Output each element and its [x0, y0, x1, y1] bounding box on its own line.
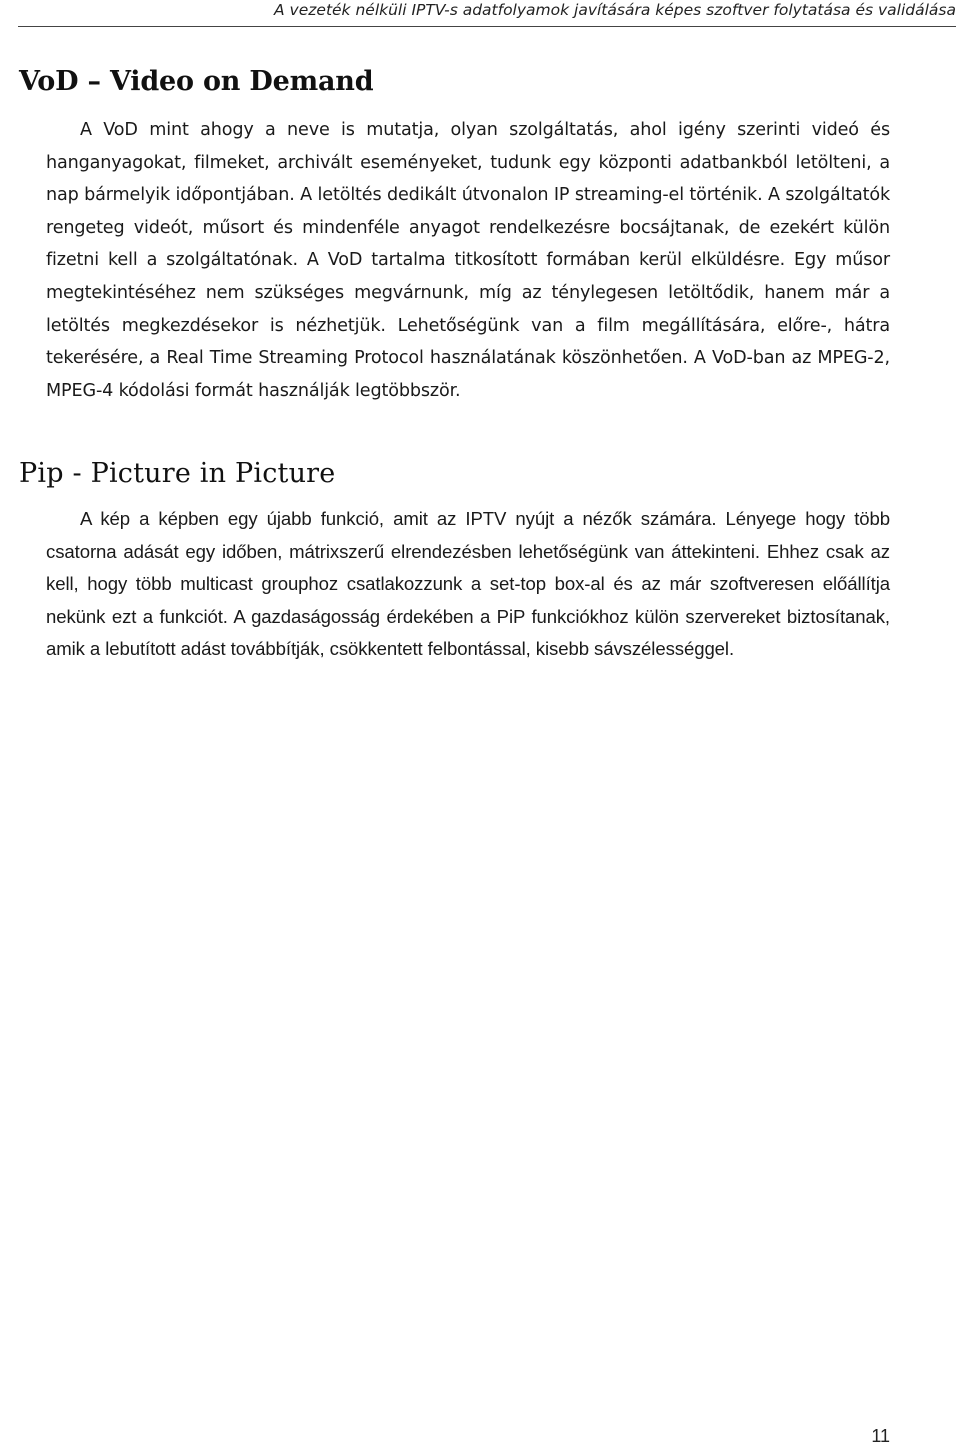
- running-header: A vezeték nélküli IPTV-s adatfolyamok javítására képes szoftver folytatása és validálása: [274, 1, 956, 19]
- section-heading-pip: Pip - Picture in Picture: [19, 458, 336, 489]
- section-heading-vod: VoD – Video on Demand: [19, 66, 374, 97]
- paragraph-pip: A kép a képben egy újabb funkció, amit az IPTV nyújt a nézők számára. Lényege hogy több csatorna adását egy időben, mátrixszerű elrendezésben lehetőségünk van áttekinteni. Ehhez csak az kell, hogy több multicast grouphoz csatlakozzunk a set-top box-al és az már szoftveresen előállítja nekünk ezt a funkciót. A gazdaságosság érdekében a PiP funkciókhoz külön szervereket biztosítanak, amik a lebutított adást továbbítják, csökkentett felbontással, kisebb sávszélességgel.: [46, 508, 890, 660]
- paragraph-vod: A VoD mint ahogy a neve is mutatja, olyan szolgáltatás, ahol igény szerinti videó és hanganyagokat, filmeket, archivált eseményeket, tudunk egy központi adatbankból letölteni, a nap bármelyik időpontjában. A letöltés dedikált útvonalon IP streaming-el történik. A szolgáltatók rengeteg videót, műsort és mindenféle anyagot rendelkezésre bocsájtanak, de ezekért külön fizetni kell a szolgáltatónak. A VoD tartalma titkosított formában kerül elküldésre. Egy műsor megtekintéséhez nem szükséges megvárnunk, míg az ténylegesen letöltődik, hanem már a letöltés megkezdésekor is nézhetjük. Lehetőségünk van a film megállítására, előre-, hátra tekerésére, a Real Time Streaming Protocol használatának köszönhetően. A VoD-ban az MPEG-2, MPEG-4 kódolási formát használják legtöbbször.: [46, 120, 890, 401]
- page-number: 11: [871, 1426, 890, 1446]
- header-divider: [18, 26, 956, 27]
